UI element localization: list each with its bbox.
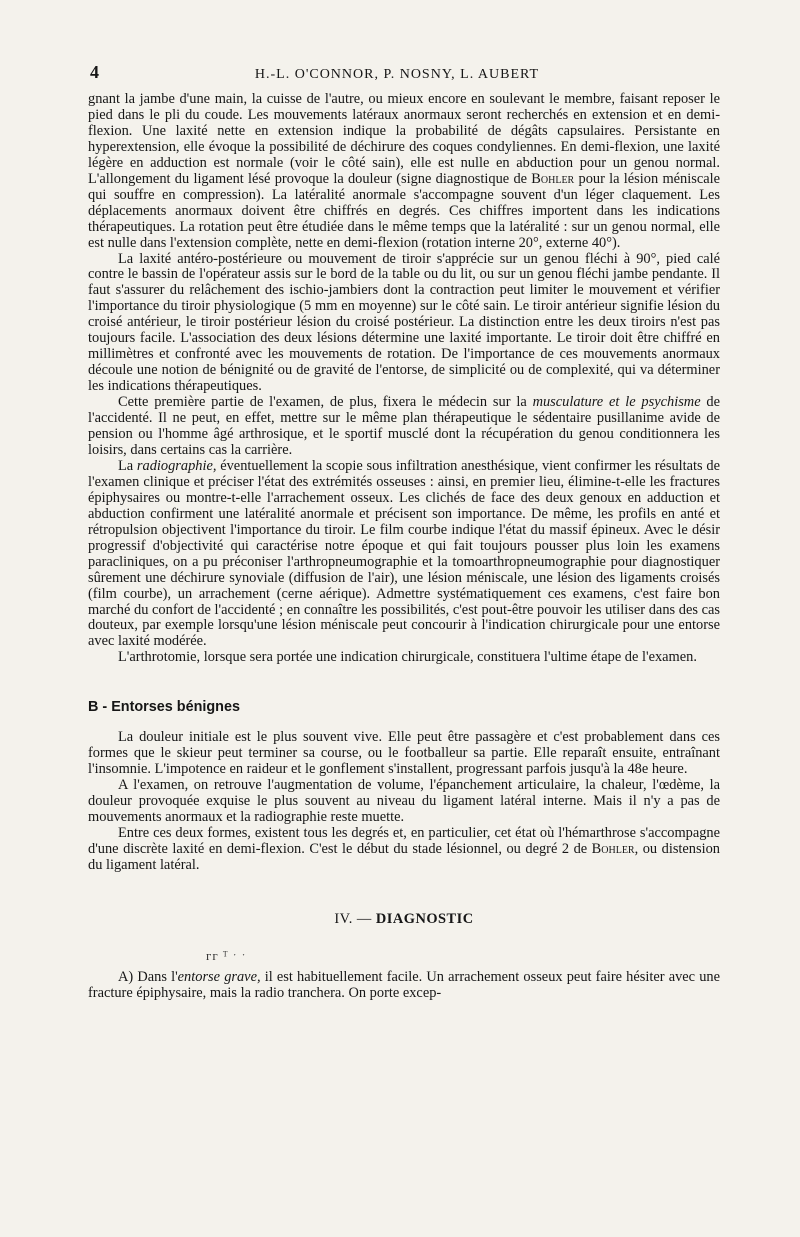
running-title: H.-L. O'CONNOR, P. NOSNY, L. AUBERT bbox=[254, 67, 540, 82]
emphasis: radiographie, bbox=[136, 457, 217, 474]
section-label: B bbox=[88, 699, 99, 716]
body-text bbox=[88, 92, 720, 1002]
smudge-marks: ᴦᴦ ᵀ ˑ ˑ bbox=[206, 947, 247, 963]
text-span: de l'accidenté. Il ne peut, en effet, mettre sur le même plan thérapeutique le sédentaire pusillanime avide de pension ou l'homme âgé arthrosique, et le sportif musclé dont la récupération du genou conditionnera les loisirs, dans certains cas la carrière. bbox=[88, 394, 720, 458]
paragraph-initial-pain: La douleur initiale est le plus souvent vive. Elle peut être passagère et c'est probablement dans ces formes que le skieur peut terminer sa course, ou le footballeur sa partie. Elle reparaît ensuite, entraînant l'insomnie. L'impotence en raideur et le gonflement s'installent, progressant parfois jusqu'à la 48e heure. bbox=[88, 729, 720, 778]
paragraph-radiography bbox=[88, 459, 720, 650]
section-heading-b bbox=[88, 700, 720, 716]
print-smudge bbox=[88, 947, 720, 970]
page-number: 4 bbox=[90, 62, 99, 82]
emphasis: entorse grave, bbox=[177, 968, 261, 985]
text-span: il est habituellement facile. Un arrachement osseux peut faire hésiter avec une fracture épiphysaire, mais la radio tranchera. On porte excep- bbox=[88, 968, 720, 1001]
text-span: éventuellement la scopie sous infiltration anesthésique, vient confirmer les résultats de l'examen clinique et préciser l'état des extrémités osseuses : ainsi, en premier lieu, élimine-t-elle les fractures épiphysaires ou montre-t-elle l'arrachement osseux. Les clichés de face des deux genoux en adduction et abduction confirment une latéralité anormale et précisent son importance. De même, les profils en anté et rétropulsion objectivent l'importance du tiroir. Le film courbe indique l'état du massif épineux. Avec le désir progressif d'objectivité qui caractérise notre époque et qui fait toujours pousser plus loin les examens paracliniques, on a pu préconiser l'arthropneumographie et la tomoarthropneumographie pour diagnostiquer sûrement une déchirure synoviale (diffusion de l'air), une lésion méniscale, une lésion des ligaments croisés (film courbe), un arrachement (cerne aérique). Admettre systématiquement ces examens, c'est faire bon marché du confort de l'accidenté ; en connaître les possibilités, c'est pout-être pouvoir les utiliser dans des cas douteux, par exemple lorsqu'une lésion méniscale peut concourir à l'indication chirurgicale pour une entorse avec laxité modérée. bbox=[88, 457, 720, 650]
paragraph-musculature bbox=[88, 395, 720, 459]
page-header bbox=[90, 62, 714, 83]
text-span: gnant la jambe d'une main, la cuisse de l'autre, ou mieux encore en soulevant le membre, faisant reposer le pied dans le pli du coude. Les mouvements latéraux anormaux seront recherchés en extension et en demi-flexion. Une laxité nette en extension indique la probabilité de dégâts capsulaires. Persistante en hyperextension, elle évoque la possibilité de déchirure des coques condyliennes. En demi-flexion, une laxité légère en adduction est normale (voir le côté sain), elle est nulle en abduction pour un genou normal. L'allongement du ligament lésé provoque la douleur (signe diagnostique de bbox=[88, 91, 720, 187]
paragraph-examination: A l'examen, on retrouve l'augmentation de volume, l'épanchement articulaire, la chaleur, l'œdème, la douleur provoquée exquise le plus souvent au niveau du ligament latéral interne. Mais il n'y a pas de mouvements anormaux et la radiographie reste muette. bbox=[88, 777, 720, 826]
paragraph-degrees bbox=[88, 826, 720, 874]
text-span: La bbox=[118, 457, 137, 474]
paragraph-lateral-movements bbox=[88, 92, 720, 252]
paragraph-drawer-test: La laxité antéro-postérieure ou mouvement de tiroir s'apprécie sur un genou fléchi à 90°, pied calé contre le bassin de l'opérateur assis sur le bord de la table ou du lit, ou sur un genou fléchi jambe pendante. Il faut s'assurer du relâchement des ischio-jambiers dont la contraction peut limiter le mouvement et vérifier l'importance du tiroir physiologique (5 mm en moyenne) sur le côté sain. Le tiroir antérieur signifie lésion du croisé antérieur, le tiroir postérieur lésion du croisé postérieur. La distinction entre les deux tiroirs n'est pas toujours facile. L'association des deux lésions détermine une laxité importante. Le tiroir doit être chiffré en millimètres et confronté avec les mouvements de rotation. De l'importance de ces mouvements anormaux découle une notion de bénignité ou de gravité de l'entorse, de simplicité ou de complexité, qui va déterminer les indications thérapeutiques. bbox=[88, 250, 720, 395]
text-span: pour la lésion méniscale qui souffre en compression). La latéralité anormale s'accompagne souvent d'un léger claquement. Les déplacements anormaux doivent être chiffrés en degrés. Ces chiffres importent dans les indications thérapeutiques. La rotation peut être étudiée dans le même temps que la latéralité : sur un genou normal, elle est nulle dans l'extension complète, nette en demi-flexion (rotation interne 20°, externe 40°). bbox=[88, 170, 720, 251]
section-title: - Entorses bénignes bbox=[98, 699, 240, 716]
paragraph-diagnostic bbox=[88, 970, 720, 1002]
author-name: Bohler bbox=[591, 840, 635, 857]
text-span: Cette première partie de l'examen, de plus, fixera le médecin sur la bbox=[118, 394, 533, 411]
text-span: , ou distension du ligament latéral. bbox=[88, 840, 720, 873]
text-span: Entre ces deux formes, existent tous les degrés et, en particulier, cet état où l'hémarthrose s'accompagne d'une discrète laxité en demi-flexion. C'est le début du stade lésionnel, ou degré 2 de bbox=[88, 824, 720, 857]
section-title: DIAGNOSTIC bbox=[375, 910, 474, 927]
section-number: IV. — bbox=[334, 910, 376, 927]
section-heading-iv bbox=[88, 912, 720, 928]
emphasis: musculature et le psychisme bbox=[532, 394, 701, 411]
paragraph-arthrotomy: L'arthrotomie, lorsque sera portée une indication chirurgicale, constituera l'ultime étape de l'examen. bbox=[118, 649, 697, 666]
text-span: A) Dans l' bbox=[118, 968, 178, 985]
author-name: Bohler bbox=[531, 170, 575, 187]
